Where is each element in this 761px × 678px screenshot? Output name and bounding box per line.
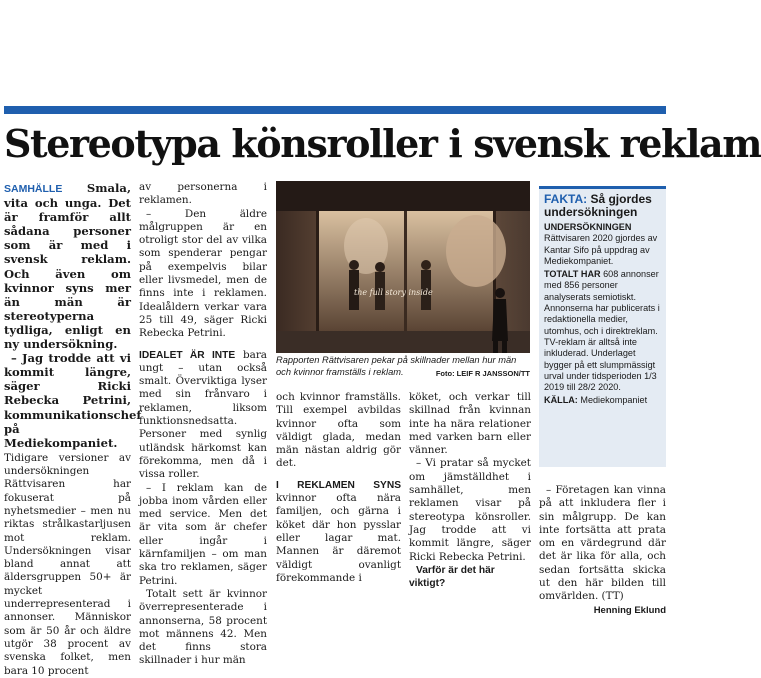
column-2 xyxy=(139,181,267,668)
top-rule xyxy=(4,106,666,114)
body-paragraph: – Den äldre målgruppen är en otroligt stor del av vilka som spenderar pengar på exempelvis bilar eller livsmedel, men de finns inte i reklamen. Idealåldern verkar vara 25 till 49, säger Ricki Rebecka Petrini. xyxy=(139,207,267,340)
photo-credit: Foto: LEIF R JANSSON/TT xyxy=(435,368,530,378)
body-paragraph: Tidigare versioner av undersökningen Rättvisaren har fokuserat på nyhetsmedier – men nu riktas strålkastarljusen mot reklam. Undersökningen visar bland annat att äldersgruppen 50+ är mycket underrepresenterad i annonser. Människor som är 50 år och äldre utgör 38 procent av svenska folket, men bara 10 procent xyxy=(4,451,131,677)
article-headline: Stereotypa könsroller i svensk reklam xyxy=(4,121,761,166)
photo-caption: Rapporten Rättvisaren pekar på skillnader mellan hur män och kvinnor framställs i reklam. Foto: LEIF R JANSSON/TT xyxy=(276,355,530,378)
column-1 xyxy=(4,181,142,678)
section-kicker: SAMHÄLLE xyxy=(4,183,63,195)
shop-window-image xyxy=(276,181,530,353)
fact-box xyxy=(539,186,666,467)
window-text: the full story inside xyxy=(354,288,433,297)
fact-box-body xyxy=(539,222,666,407)
subhead: IDEALET ÄR INTE xyxy=(139,349,236,361)
question-subhead: Varför är det här viktigt? xyxy=(409,564,495,590)
body-paragraph: och kvinnor framställs. Till exempel avbildas kvinnor ofta som väldigt glada, medan män nästan aldrig gör det. xyxy=(276,391,401,470)
fact-item: TOTALT HAR 608 annonser med 856 personer analyserats semiotiskt. Annonserna har publicerats i redaktionella medier, utomhus, och i direktreklam. TV-reklam är alltså inte inkluderad. Underlaget bygger på ett slumpmässigt urval under tidsperioden 1/3 2019 till 28/2 2020. xyxy=(544,269,660,393)
column-5 xyxy=(539,484,666,617)
subhead-paragraph: IDEALET ÄR INTE bara ungt – utan också smalt. Överviktiga lyser med sin frånvaro i reklamen, liksom funktionsnedsatta. Personer med synlig utländsk härkomst kan förekomma, men då i vissa roller. xyxy=(139,348,267,481)
fact-box-title: FAKTA: Så gjordes undersökningen xyxy=(544,192,652,219)
body-paragraph: – Företagen kan vinna på att inkludera fler i sin målgrupp. De kan inte fortsätta att prata om en värdegrund där det är lika för alla, och sedan fortsätta skicka ut den här bilden till omvärlden. (TT) xyxy=(539,484,666,603)
body-paragraph: – Vi pratar så mycket om jämställdhet i samhället, men reklamen visar på stereotypa könsroller. Jag trodde att vi kommit längre, säger Ricki Rebecka Petrini. xyxy=(409,457,531,563)
lead-paragraph: SAMHÄLLE Smala, vita och unga. Det är framför allt sådana personer som är med i svensk reklam. Och även om kvinnor syns mer än män är stereotyperna tydliga, enligt en ny undersökning. xyxy=(4,181,131,352)
subhead-paragraph: I REKLAMEN SYNS kvinnor ofta nära familjen, och gärna i köket där hon pysslar eller lagar mat. Mannen är däremot väldigt ovanligt förekommande i xyxy=(276,479,401,584)
body-paragraph: Totalt sett är kvinnor överrepresenterade i annonserna, 58 procent mot männens 42. Men det finns stora skillnader i hur män xyxy=(139,587,267,667)
author-byline: Henning Eklund xyxy=(593,604,666,616)
lead-quote: – Jag trodde att vi kommit längre, säger Ricki Rebecka Petrini, kommunikationschef på Mediekompaniet. xyxy=(4,351,142,450)
body-paragraph: köket, och verkar till skillnad från kvinnan inte ha nära relationer med varken barn eller vänner. xyxy=(409,391,531,457)
fact-item: KÄLLA: Mediekompaniet xyxy=(544,395,648,406)
column-4 xyxy=(409,391,531,590)
body-paragraph: av personerna i reklamen. xyxy=(139,181,267,207)
column-3 xyxy=(276,391,401,585)
body-paragraph: – I reklam kan de jobba inom vården eller med service. Men det är vita som är chefer eller ingår i kärnfamiljen – om man ska tro reklamen, säger Petrini. xyxy=(139,481,267,587)
subhead: I REKLAMEN SYNS xyxy=(276,479,401,491)
article-photo xyxy=(276,181,530,353)
fact-item: UNDERSÖKNINGEN Rättvisaren 2020 gjordes av Kantar Sifo på uppdrag av Mediekompaniet. xyxy=(544,222,658,266)
